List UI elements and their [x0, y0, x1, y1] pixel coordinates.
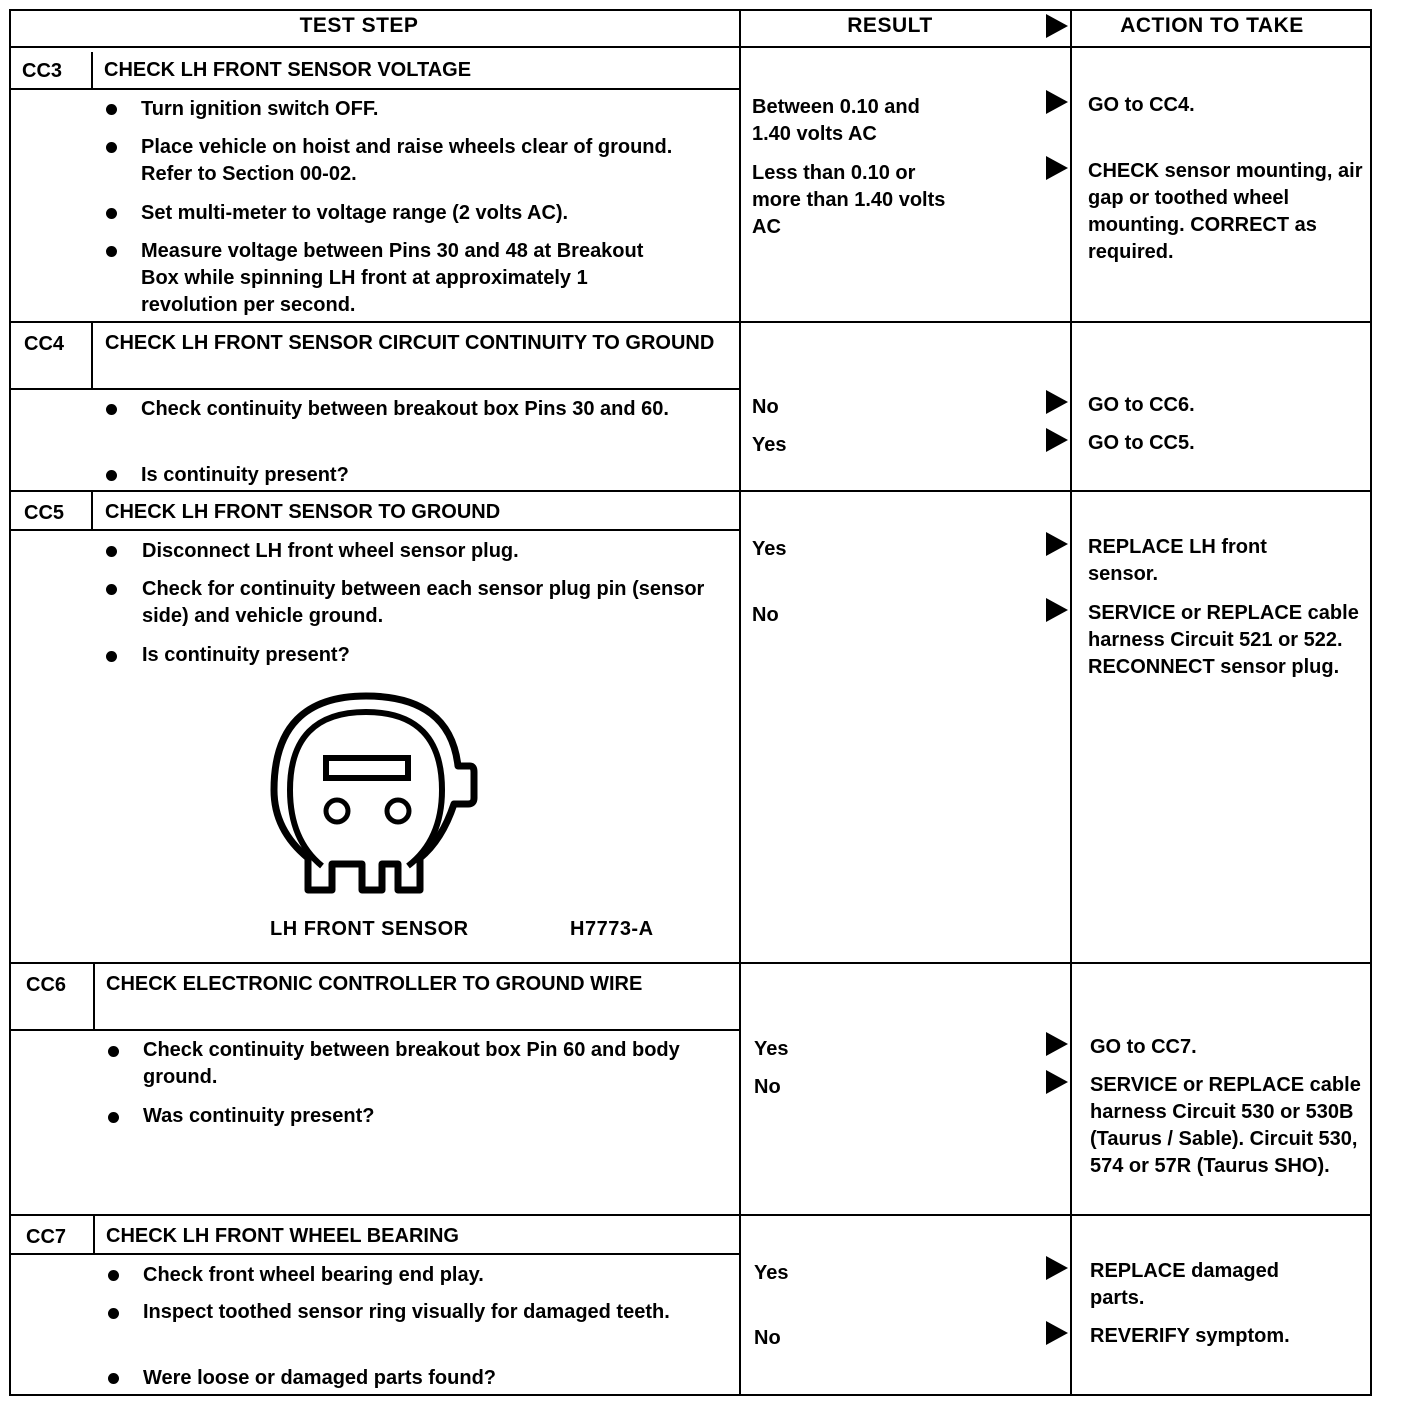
result-text: No [752, 396, 779, 418]
bullet-icon [106, 470, 117, 481]
action-text: GO to CC5. [1088, 432, 1195, 454]
header-arrow-icon [1046, 14, 1068, 38]
bullet-icon [108, 1373, 119, 1384]
action-header: ACTION TO TAKE [1120, 14, 1304, 37]
step-divider [9, 962, 1372, 964]
bullet-icon [108, 1270, 119, 1281]
action-text: SERVICE or REPLACE cable harness Circuit 530 or 530B (Taurus / Sable). Circuit 530, 574 or 57R (Taurus SHO). [1090, 1074, 1361, 1177]
result-text: Between 0.10 and 1.40 volts AC [752, 96, 920, 145]
arrow-icon [1046, 532, 1068, 556]
code-separator [91, 492, 93, 529]
bullet-icon [106, 651, 117, 662]
step-item: Turn ignition switch OFF. [141, 98, 379, 120]
header-divider [9, 46, 1372, 48]
step-item: Is continuity present? [142, 644, 350, 666]
figure-caption: LH FRONT SENSOR [270, 918, 469, 940]
step-code: CC7 [26, 1226, 67, 1248]
sensor-pin [387, 800, 409, 822]
result-text: No [752, 604, 779, 626]
code-separator [93, 964, 95, 1030]
lh-front-sensor-illustration [270, 690, 480, 910]
action-text: REPLACE damaged parts. [1090, 1260, 1279, 1309]
result-text: Yes [754, 1038, 789, 1060]
arrow-icon [1046, 1032, 1068, 1056]
result-text: No [754, 1327, 781, 1349]
step-item: Set multi-meter to voltage range (2 volts AC). [141, 202, 569, 224]
sensor-slot [326, 758, 408, 778]
result-text: Yes [752, 538, 787, 560]
arrow-icon [1046, 1256, 1068, 1280]
bullet-icon [106, 142, 117, 153]
code-separator [91, 323, 93, 389]
step-divider [9, 490, 1372, 492]
action-text: SERVICE or REPLACE cable harness Circuit 521 or 522. RECONNECT sensor plug. [1088, 602, 1359, 678]
figure-code: H7773-A [570, 918, 654, 940]
step-code: CC5 [24, 502, 65, 524]
code-separator [93, 1216, 95, 1254]
action-text: REVERIFY symptom. [1090, 1325, 1290, 1347]
step-code: CC3 [22, 60, 63, 82]
arrow-icon [1046, 1070, 1068, 1094]
step-item: Was continuity present? [143, 1105, 375, 1127]
result-text: No [754, 1076, 781, 1098]
step-code: CC6 [26, 974, 67, 996]
step-code: CC4 [24, 333, 65, 355]
step-divider [9, 321, 1372, 323]
arrow-icon [1046, 428, 1068, 452]
bullet-icon [108, 1308, 119, 1319]
step-item: Check continuity between breakout box Pins 30 and 60. [141, 398, 669, 420]
bullet-icon [106, 246, 117, 257]
action-text: GO to CC6. [1088, 394, 1195, 416]
step-item: Check front wheel bearing end play. [143, 1264, 484, 1286]
arrow-icon [1046, 90, 1068, 114]
step-item: Check continuity between breakout box Pin 60 and body ground. [143, 1039, 680, 1088]
bullet-icon [108, 1046, 119, 1057]
step-item: Measure voltage between Pins 30 and 48 at Breakout Box while spinning LH front at approximately 1 revolution per second. [141, 240, 644, 316]
step-item: Disconnect LH front wheel sensor plug. [142, 540, 519, 562]
action-text: CHECK sensor mounting, air gap or toothed wheel mounting. CORRECT as required. [1088, 160, 1363, 263]
bullet-icon [106, 404, 117, 415]
step-divider [9, 529, 740, 531]
code-separator [91, 52, 93, 89]
sensor-pin [326, 800, 348, 822]
arrow-icon [1046, 156, 1068, 180]
step-title: CHECK ELECTRONIC CONTROLLER TO GROUND WIRE [106, 973, 643, 995]
result-text: Yes [754, 1262, 789, 1284]
arrow-icon [1046, 1321, 1068, 1345]
step-divider [9, 1214, 1372, 1216]
result-text: Yes [752, 434, 787, 456]
bullet-icon [106, 546, 117, 557]
step-divider [9, 88, 740, 90]
bullet-icon [106, 208, 117, 219]
step-item: Check for continuity between each sensor plug pin (sensor side) and vehicle ground. [142, 578, 705, 627]
arrow-icon [1046, 390, 1068, 414]
result-column-separator [739, 9, 741, 1396]
step-item: Place vehicle on hoist and raise wheels clear of ground. Refer to Section 00-02. [141, 136, 673, 185]
bullet-icon [106, 104, 117, 115]
step-title: CHECK LH FRONT SENSOR VOLTAGE [104, 59, 472, 81]
action-text: GO to CC4. [1088, 94, 1195, 116]
step-item: Is continuity present? [141, 464, 349, 486]
test-step-header: TEST STEP [299, 14, 419, 37]
step-item: Inspect toothed sensor ring visually for damaged teeth. [143, 1301, 670, 1323]
step-divider [9, 388, 740, 390]
step-divider [9, 1253, 740, 1255]
result-text: Less than 0.10 or more than 1.40 volts AC [752, 162, 946, 238]
step-title: CHECK LH FRONT WHEEL BEARING [106, 1225, 459, 1247]
bullet-icon [106, 584, 117, 595]
action-text: REPLACE LH front sensor. [1088, 536, 1267, 585]
bullet-icon [108, 1112, 119, 1123]
step-title: CHECK LH FRONT SENSOR CIRCUIT CONTINUITY TO GROUND [105, 332, 715, 354]
step-title: CHECK LH FRONT SENSOR TO GROUND [105, 501, 501, 523]
result-header: RESULT [847, 14, 933, 37]
step-divider [9, 1029, 740, 1031]
action-text: GO to CC7. [1090, 1036, 1197, 1058]
arrow-icon [1046, 598, 1068, 622]
action-column-separator [1070, 9, 1072, 1396]
step-item: Were loose or damaged parts found? [143, 1367, 497, 1389]
